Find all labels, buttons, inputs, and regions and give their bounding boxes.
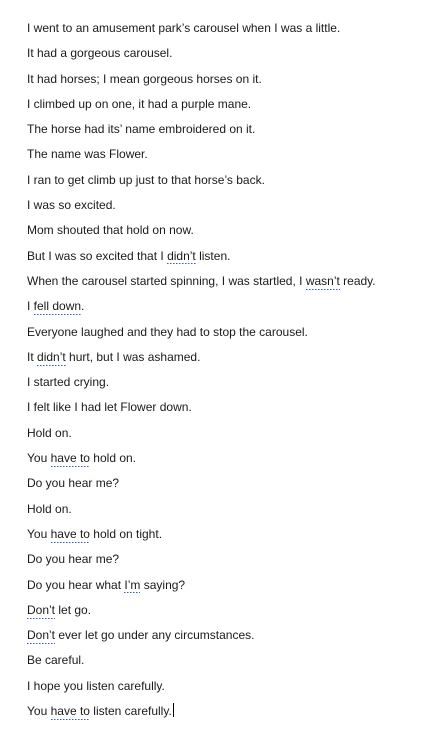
line-text: ever let go under any circumstances.: [55, 628, 255, 643]
line-text: The name was Flower.: [27, 147, 148, 162]
line-text: It: [27, 349, 38, 364]
line-text: I climbed up on one, it had a purple mane.: [27, 96, 252, 111]
line-text: hold on tight.: [89, 526, 163, 541]
document-line[interactable]: [27, 677, 432, 702]
document-line[interactable]: [27, 145, 432, 170]
line-text: saying?: [140, 577, 186, 592]
document-line[interactable]: [27, 373, 432, 398]
grammar-suggestion-underline[interactable]: fell down: [33, 299, 82, 314]
line-text: I went to an amusement park’s carousel when I was a little.: [27, 21, 341, 35]
document-line[interactable]: [27, 398, 432, 423]
document-body[interactable]: [27, 19, 432, 727]
document-line[interactable]: [27, 323, 432, 348]
document-line[interactable]: [27, 576, 432, 601]
line-text: You: [27, 526, 51, 541]
line-text: You: [27, 704, 51, 719]
line-text: hurt, but I was ashamed.: [65, 349, 201, 364]
document-line[interactable]: [27, 424, 432, 449]
document-line[interactable]: [27, 651, 432, 676]
line-text: hold on.: [89, 451, 137, 466]
line-text: Hold on.: [27, 425, 72, 440]
grammar-suggestion-underline[interactable]: didn’t: [37, 349, 66, 364]
line-text: I felt like I had let Flower down.: [27, 400, 192, 415]
line-text: Do you hear me?: [27, 476, 120, 491]
document-line[interactable]: [27, 221, 432, 246]
line-text: It had a gorgeous carousel.: [27, 46, 173, 61]
document-line[interactable]: [27, 297, 432, 322]
document-line[interactable]: [27, 449, 432, 474]
grammar-suggestion-underline[interactable]: Don’t: [27, 628, 56, 643]
line-text: .: [81, 299, 85, 314]
grammar-suggestion-underline[interactable]: Don’t: [27, 602, 56, 617]
grammar-suggestion-underline[interactable]: have to: [50, 704, 90, 719]
line-text: Do you hear me?: [27, 552, 120, 567]
document-line[interactable]: [27, 601, 432, 626]
line-text: I was so excited.: [27, 198, 116, 213]
line-text: ready.: [339, 273, 376, 288]
grammar-suggestion-underline[interactable]: have to: [50, 526, 90, 541]
grammar-suggestion-underline[interactable]: I’m: [124, 577, 141, 592]
document-line[interactable]: [27, 525, 432, 550]
document-line[interactable]: [27, 120, 432, 145]
line-text: Be careful.: [27, 653, 85, 668]
document-line[interactable]: [27, 95, 432, 120]
line-text: I ran to get climb up just to that horse’s back.: [27, 172, 265, 187]
document-line[interactable]: [27, 702, 432, 727]
line-text: It had horses; I mean gorgeous horses on it.: [27, 71, 262, 86]
document-line[interactable]: [27, 70, 432, 95]
grammar-suggestion-underline[interactable]: didn’t: [167, 248, 196, 263]
line-text: You: [27, 451, 51, 466]
line-text: I started crying.: [27, 375, 110, 390]
document-line[interactable]: [27, 247, 432, 272]
line-text: The horse had its’ name embroidered on it.: [27, 122, 256, 137]
line-text: let go.: [55, 602, 92, 617]
line-text: Do you hear what: [27, 577, 125, 592]
grammar-suggestion-underline[interactable]: have to: [50, 451, 90, 466]
text-cursor: [173, 703, 174, 717]
line-text: I hope you listen carefully.: [27, 678, 165, 693]
line-text: Everyone laughed and they had to stop the carousel.: [27, 324, 308, 339]
line-text: Mom shouted that hold on now.: [27, 223, 194, 238]
document-line[interactable]: [27, 626, 432, 651]
document-line[interactable]: [27, 550, 432, 575]
document-line[interactable]: [27, 19, 432, 44]
grammar-suggestion-underline[interactable]: wasn’t: [305, 273, 340, 288]
line-text: Hold on.: [27, 501, 72, 516]
line-text: I: [27, 299, 34, 314]
document-line[interactable]: [27, 196, 432, 221]
document-line[interactable]: [27, 474, 432, 499]
document-line[interactable]: [27, 500, 432, 525]
document-line[interactable]: [27, 171, 432, 196]
line-text: When the carousel started spinning, I was startled, I: [27, 273, 306, 288]
line-text: listen carefully.: [89, 704, 172, 719]
document-line[interactable]: [27, 44, 432, 69]
line-text: listen.: [195, 248, 231, 263]
document-line[interactable]: [27, 272, 432, 297]
document-line[interactable]: [27, 348, 432, 373]
line-text: But I was so excited that I: [27, 248, 168, 263]
